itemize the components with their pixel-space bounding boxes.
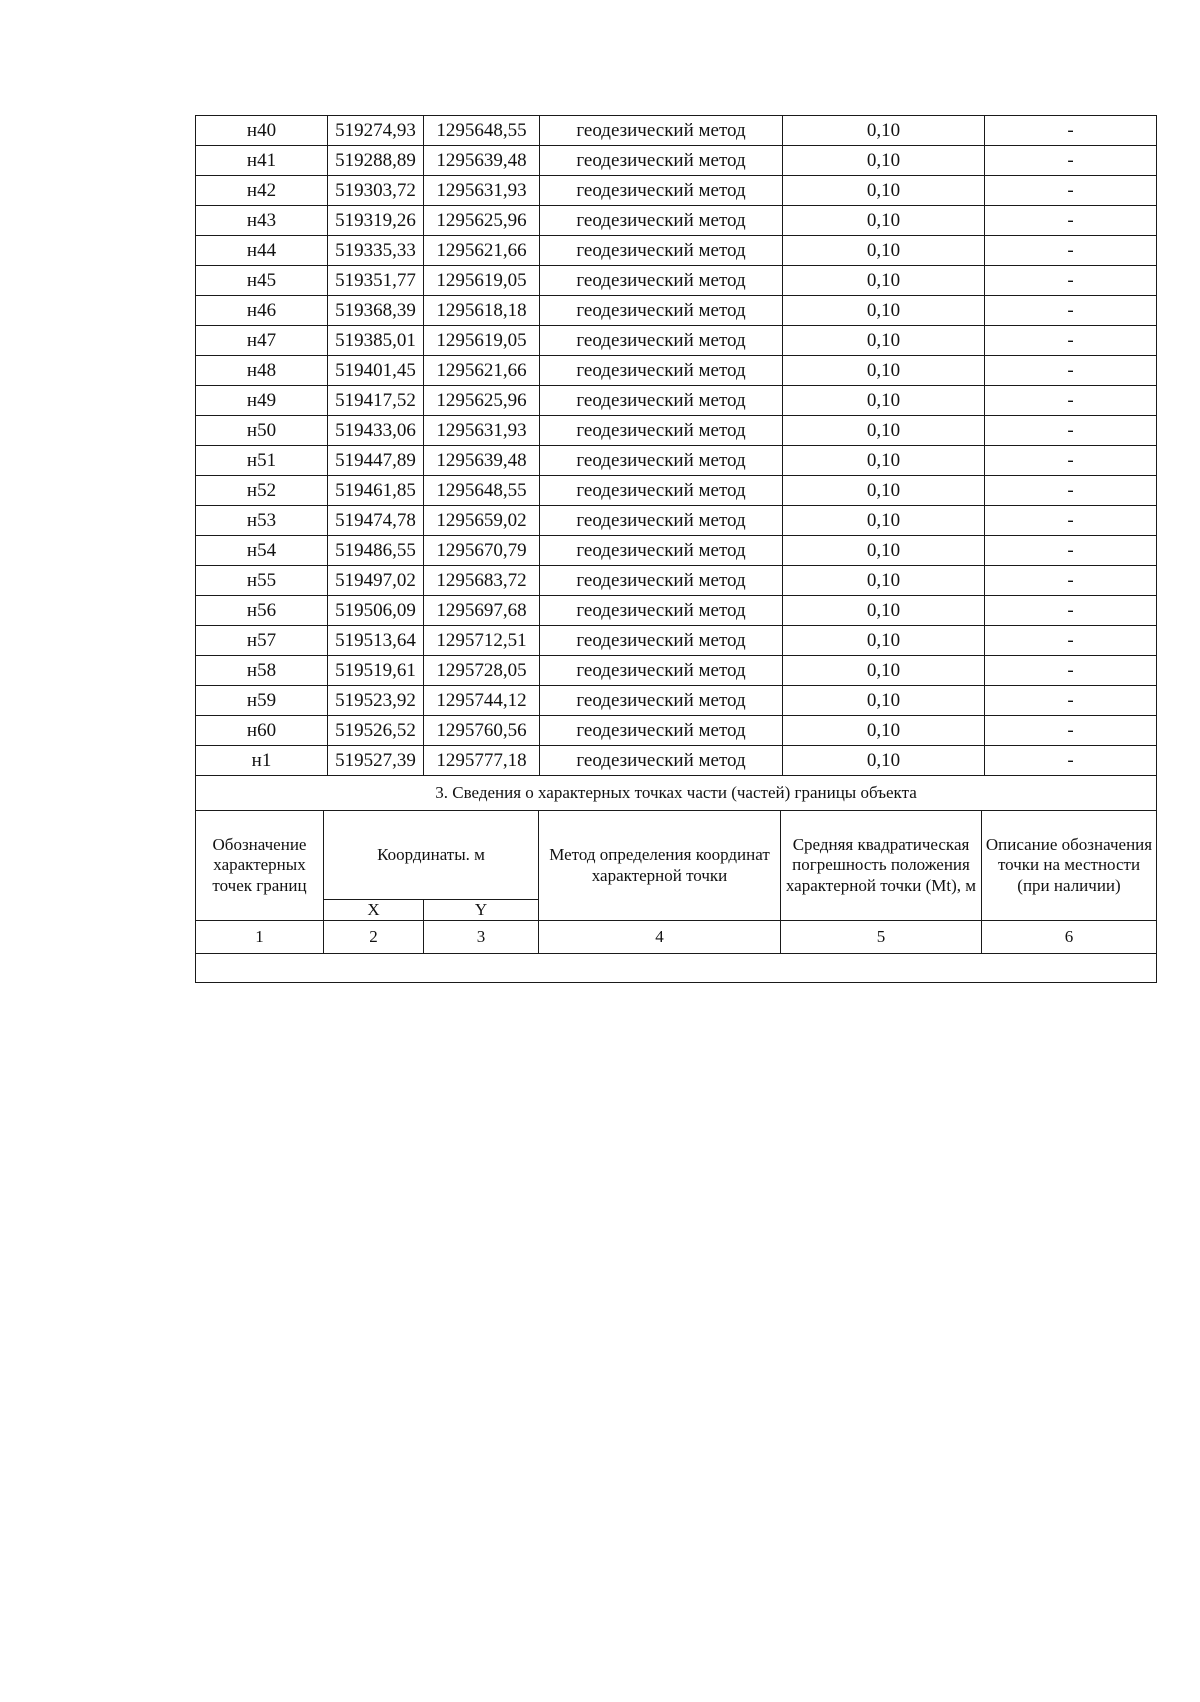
coord-y: 1295619,05 [424,326,540,356]
description: - [985,356,1157,386]
description: - [985,506,1157,536]
coord-y: 1295670,79 [424,536,540,566]
coord-x: 519523,92 [328,686,424,716]
method: геодезический метод [540,416,783,446]
method: геодезический метод [540,746,783,776]
method: геодезический метод [540,116,783,146]
description: - [985,716,1157,746]
coord-y: 1295618,18 [424,296,540,326]
method: геодезический метод [540,326,783,356]
point-name: н57 [196,626,328,656]
mean-error: 0,10 [783,446,985,476]
coord-x: 519497,02 [328,566,424,596]
mean-error: 0,10 [783,356,985,386]
mean-error: 0,10 [783,296,985,326]
coord-y: 1295683,72 [424,566,540,596]
point-name: н40 [196,116,328,146]
section3-empty-row [196,954,1157,983]
table-row [196,176,1157,206]
coord-y: 1295625,96 [424,206,540,236]
table-row [196,536,1157,566]
point-name: н48 [196,356,328,386]
mean-error: 0,10 [783,176,985,206]
description: - [985,176,1157,206]
description: - [985,446,1157,476]
description: - [985,386,1157,416]
coord-x: 519433,06 [328,416,424,446]
header-description: Описание обозначения точки на местности (при наличии) [982,811,1157,921]
coord-y: 1295621,66 [424,236,540,266]
coord-y: 1295648,55 [424,116,540,146]
description: - [985,416,1157,446]
coord-x: 519335,33 [328,236,424,266]
coord-y: 1295777,18 [424,746,540,776]
coord-x: 519351,77 [328,266,424,296]
coord-x: 519461,85 [328,476,424,506]
empty-cell [196,954,1157,983]
coord-x: 519401,45 [328,356,424,386]
point-name: н43 [196,206,328,236]
coord-x: 519527,39 [328,746,424,776]
table-row [196,716,1157,746]
method: геодезический метод [540,686,783,716]
coord-y: 1295659,02 [424,506,540,536]
description: - [985,236,1157,266]
coord-x: 519486,55 [328,536,424,566]
point-name: н60 [196,716,328,746]
point-name: н52 [196,476,328,506]
description: - [985,566,1157,596]
method: геодезический метод [540,386,783,416]
description: - [985,266,1157,296]
description: - [985,746,1157,776]
column-number: 6 [982,921,1157,954]
mean-error: 0,10 [783,656,985,686]
method: геодезический метод [540,236,783,266]
description: - [985,476,1157,506]
section3-table [195,775,1157,983]
mean-error: 0,10 [783,746,985,776]
method: геодезический метод [540,716,783,746]
mean-error: 0,10 [783,566,985,596]
method: геодезический метод [540,146,783,176]
mean-error: 0,10 [783,416,985,446]
coord-y: 1295760,56 [424,716,540,746]
table-row [196,146,1157,176]
description: - [985,296,1157,326]
method: геодезический метод [540,206,783,236]
mean-error: 0,10 [783,626,985,656]
table-row [196,626,1157,656]
mean-error: 0,10 [783,536,985,566]
method: геодезический метод [540,356,783,386]
coord-y: 1295631,93 [424,416,540,446]
coord-x: 519506,09 [328,596,424,626]
description: - [985,116,1157,146]
coord-x: 519513,64 [328,626,424,656]
header-y: Y [424,900,539,921]
point-name: н44 [196,236,328,266]
point-name: н53 [196,506,328,536]
table-row [196,296,1157,326]
coord-x: 519319,26 [328,206,424,236]
point-name: н56 [196,596,328,626]
point-name: н47 [196,326,328,356]
coord-y: 1295697,68 [424,596,540,626]
table-row [196,116,1157,146]
coord-y: 1295712,51 [424,626,540,656]
mean-error: 0,10 [783,716,985,746]
table-row [196,446,1157,476]
method: геодезический метод [540,266,783,296]
coord-x: 519368,39 [328,296,424,326]
table-row [196,506,1157,536]
mean-error: 0,10 [783,326,985,356]
description: - [985,146,1157,176]
section3-header-row [196,811,1157,900]
coord-y: 1295631,93 [424,176,540,206]
point-name: н54 [196,536,328,566]
mean-error: 0,10 [783,506,985,536]
table-row [196,206,1157,236]
coord-y: 1295639,48 [424,446,540,476]
point-name: н58 [196,656,328,686]
table-row [196,686,1157,716]
method: геодезический метод [540,596,783,626]
coord-y: 1295648,55 [424,476,540,506]
point-name: н1 [196,746,328,776]
column-number: 1 [196,921,324,954]
table-row [196,416,1157,446]
description: - [985,656,1157,686]
table-row [196,356,1157,386]
method: геодезический метод [540,626,783,656]
column-number: 3 [424,921,539,954]
mean-error: 0,10 [783,596,985,626]
method: геодезический метод [540,536,783,566]
coord-x: 519474,78 [328,506,424,536]
method: геодезический метод [540,296,783,326]
mean-error: 0,10 [783,386,985,416]
section3-caption-row [196,776,1157,811]
header-method: Метод определения координат характерной точки [539,811,781,921]
description: - [985,206,1157,236]
section3-number-row [196,921,1157,954]
description: - [985,626,1157,656]
header-x: X [324,900,424,921]
header-mean-error: Средняя квадратическая погрешность положения характерной точки (Mt), м [781,811,982,921]
mean-error: 0,10 [783,116,985,146]
method: геодезический метод [540,476,783,506]
mean-error: 0,10 [783,266,985,296]
coord-x: 519303,72 [328,176,424,206]
table-row [196,236,1157,266]
table-row [196,476,1157,506]
point-name: н55 [196,566,328,596]
coord-y: 1295619,05 [424,266,540,296]
point-name: н46 [196,296,328,326]
point-name: н59 [196,686,328,716]
mean-error: 0,10 [783,146,985,176]
coord-x: 519288,89 [328,146,424,176]
coord-y: 1295728,05 [424,656,540,686]
method: геодезический метод [540,176,783,206]
table-row [196,326,1157,356]
table-row [196,596,1157,626]
document-sheet [195,115,1156,983]
description: - [985,536,1157,566]
point-name: н42 [196,176,328,206]
column-number: 2 [324,921,424,954]
coord-x: 519274,93 [328,116,424,146]
point-name: н41 [196,146,328,176]
table-row [196,656,1157,686]
point-name: н50 [196,416,328,446]
points-table [195,115,1157,776]
points-table-body [196,116,1157,776]
coord-y: 1295639,48 [424,146,540,176]
column-number: 4 [539,921,781,954]
mean-error: 0,10 [783,206,985,236]
method: геодезический метод [540,446,783,476]
coord-y: 1295744,12 [424,686,540,716]
description: - [985,596,1157,626]
point-name: н51 [196,446,328,476]
table-row [196,746,1157,776]
column-number: 5 [781,921,982,954]
table-row [196,386,1157,416]
coord-x: 519526,52 [328,716,424,746]
table-row [196,266,1157,296]
coord-x: 519447,89 [328,446,424,476]
header-coordinates: Координаты. м [324,811,539,900]
mean-error: 0,10 [783,236,985,266]
method: геодезический метод [540,656,783,686]
coord-x: 519417,52 [328,386,424,416]
point-name: н49 [196,386,328,416]
description: - [985,326,1157,356]
coord-y: 1295621,66 [424,356,540,386]
coord-x: 519385,01 [328,326,424,356]
mean-error: 0,10 [783,686,985,716]
coord-x: 519519,61 [328,656,424,686]
table-row [196,566,1157,596]
section3-caption: 3. Сведения о характерных точках части (частей) границы объекта [196,776,1157,811]
method: геодезический метод [540,506,783,536]
description: - [985,686,1157,716]
point-name: н45 [196,266,328,296]
mean-error: 0,10 [783,476,985,506]
method: геодезический метод [540,566,783,596]
header-point-designation: Обозначение характерных точек границ [196,811,324,921]
coord-y: 1295625,96 [424,386,540,416]
